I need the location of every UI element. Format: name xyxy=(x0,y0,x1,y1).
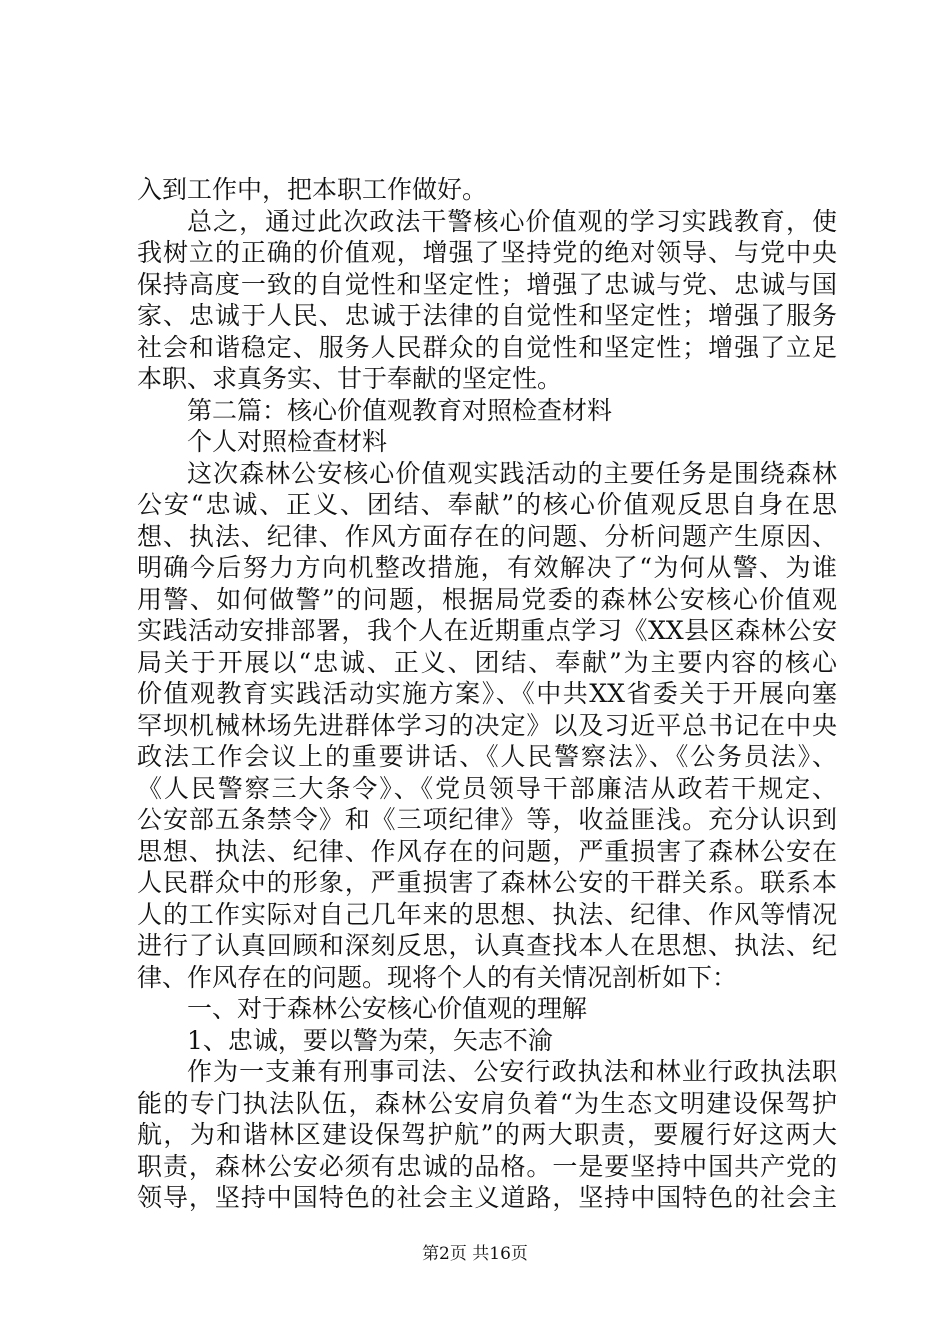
text-line: 一、对于森林公安核心价值观的理解 xyxy=(187,994,588,1023)
text-line: 进行了认真回顾和深刻反思，认真查找本人在思想、执法、纪 xyxy=(137,931,837,960)
text-line: 人民群众中的形象，严重损害了森林公安的干群关系。联系本 xyxy=(137,868,837,897)
text-line: 第二篇：核心价值观教育对照检查材料 xyxy=(187,395,613,425)
text-line: 罕坝机械林场先进群体学习的决定》以及习近平总书记在中央 xyxy=(137,710,837,740)
text-line: 航，为和谐林区建设保驾护航”的两大职责，要履行好这两大 xyxy=(137,1120,837,1149)
text-line: 公安部五条禁令》和《三项纪律》等，收益匪浅。充分认识到 xyxy=(137,805,837,834)
text-line: 明确今后努力方向机整改措施，有效解决了“为何从警、为谁 xyxy=(137,553,837,582)
text-line: 社会和谐稳定、服务人民群众的自觉性和坚定性；增强了立足 xyxy=(137,332,837,362)
document-body xyxy=(137,174,837,1214)
page-number: 第2页 共16页 xyxy=(422,1244,528,1264)
text-line: 用警、如何做警”的问题，根据局党委的森林公安核心价值观 xyxy=(137,584,837,614)
text-line: 思想、执法、纪律、作风存在的问题，严重损害了森林公安在 xyxy=(137,836,837,866)
text-line: 总之，通过此次政法干警核心价值观的学习实践教育，使 xyxy=(187,206,837,236)
text-line: 职责，森林公安必须有忠诚的品格。一是要坚持中国共产党的 xyxy=(137,1151,837,1181)
text-line: 本职、求真务实、甘于奉献的坚定性。 xyxy=(137,364,563,393)
text-line: 个人对照检查材料 xyxy=(187,427,388,456)
text-line: 政法工作会议上的重要讲话、《人民警察法》、《公务员法》、 xyxy=(137,742,837,771)
text-line: 作为一支兼有刑事司法、公安行政执法和林业行政执法职 xyxy=(187,1057,837,1086)
text-line: 家、忠诚于人民、忠诚于法律的自觉性和坚定性；增强了服务 xyxy=(137,301,837,330)
text-line: 领导，坚持中国特色的社会主义道路，坚持中国特色的社会主 xyxy=(137,1183,837,1212)
text-line: 《人民警察三大条令》、《党员领导干部廉洁从政若干规定、 xyxy=(137,773,837,803)
text-line: 这次森林公安核心价值观实践活动的主要任务是围绕森林 xyxy=(187,458,837,488)
page-footer xyxy=(0,1244,950,1264)
text-line: 价值观教育实践活动实施方案》、《中共XX省委关于开展向塞 xyxy=(137,679,837,708)
text-line: 我树立的正确的价值观，增强了坚持党的绝对领导、与党中央 xyxy=(137,238,837,267)
text-line: 入到工作中，把本职工作做好。 xyxy=(137,175,488,204)
text-line: 公安“忠诚、正义、团结、奉献”的核心价值观反思自身在思 xyxy=(137,490,837,519)
text-line: 律、作风存在的问题。现将个人的有关情况剖析如下： xyxy=(137,962,738,992)
text-line: 局关于开展以“忠诚、正义、团结、奉献”为主要内容的核心 xyxy=(137,647,837,677)
text-line: 想、执法、纪律、作风方面存在的问题、分析问题产生原因、 xyxy=(137,521,837,551)
text-line: 保持高度一致的自觉性和坚定性；增强了忠诚与党、忠诚与国 xyxy=(137,269,837,299)
text-line: 实践活动安排部署，我个人在近期重点学习《XX县区森林公安 xyxy=(137,616,837,645)
text-line: 人的工作实际对自己几年来的思想、执法、纪律、作风等情况 xyxy=(137,899,837,929)
text-line: 1、忠诚，要以警为荣，矢志不渝 xyxy=(187,1025,553,1055)
text-line: 能的专门执法队伍，森林公安肩负着“为生态文明建设保驾护 xyxy=(137,1088,837,1118)
